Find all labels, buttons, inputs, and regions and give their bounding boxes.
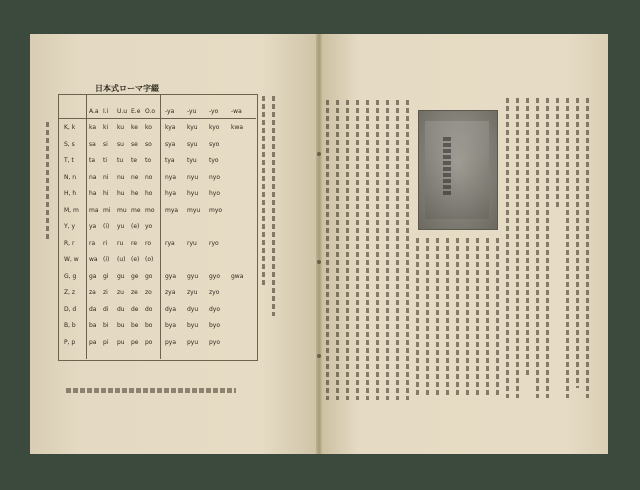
table-cell: he (131, 190, 139, 197)
prose-line (566, 98, 569, 398)
table-cell: ne (131, 173, 139, 181)
table-cell: ni (103, 173, 109, 181)
table-cell: myu (187, 206, 201, 214)
table-row-label: T, t (64, 157, 74, 164)
prose-line (556, 98, 559, 208)
table-cell: ka (89, 124, 97, 131)
prose-line (426, 238, 429, 398)
table-cell: ga (89, 272, 97, 280)
table-cell: byu (187, 322, 199, 329)
side-caption-text (46, 122, 49, 242)
table-cell: ba (89, 322, 97, 329)
table-cell: sa (89, 140, 96, 148)
table-cell: re (131, 239, 138, 247)
table-cell: me (131, 206, 141, 214)
table-cell: ru (117, 239, 124, 247)
prose-line (356, 100, 359, 400)
table-cell: mo (145, 206, 155, 214)
prose-line (576, 98, 579, 388)
table-cell: po (145, 338, 153, 346)
inset-photograph (418, 110, 498, 230)
table-cell: rya (165, 239, 175, 247)
table-cell: se (131, 140, 138, 148)
table-row-label: N, n (64, 173, 77, 181)
table-cell: (e) (131, 223, 140, 230)
table-cell: so (145, 140, 152, 148)
table-cell: ku (117, 124, 125, 131)
table-cell: kya (165, 124, 176, 131)
col-header: -ya (165, 108, 175, 115)
table-cell: syu (187, 140, 198, 148)
prose-line (366, 100, 369, 400)
table-row-label: R, r (64, 239, 75, 247)
table-cell: su (117, 140, 124, 148)
table-cell: zi (103, 289, 108, 296)
table-cell: ko (145, 124, 152, 131)
prose-line (546, 98, 549, 398)
prose-line (506, 98, 509, 398)
table-cell: kwa (231, 124, 244, 131)
binding-stitch (317, 354, 321, 358)
table-cell: mya (165, 206, 179, 214)
prose-line (586, 98, 589, 398)
table-cell: tyu (187, 157, 197, 164)
table-cell: (e) (131, 256, 140, 263)
table-cell: hu (117, 190, 125, 197)
table-cell: ke (131, 124, 138, 131)
table-cell: ryo (209, 239, 219, 247)
table-cell: ro (145, 239, 152, 247)
table-row-label: W, w (64, 256, 79, 263)
table-cell: ryu (187, 239, 197, 247)
table-cell: pa (89, 338, 97, 346)
prose-line (496, 238, 499, 398)
table-cell: bi (103, 322, 109, 329)
table-cell: mu (117, 206, 127, 214)
table-cell: te (131, 157, 138, 164)
prose-line (406, 100, 409, 400)
table-cell: hya (165, 190, 177, 197)
footnote-line (66, 388, 236, 393)
table-row-label: S, s (64, 140, 75, 148)
table-cell: go (145, 272, 153, 280)
table-divider (160, 94, 161, 359)
table-cell: zyo (209, 289, 220, 296)
binding-stitch (317, 152, 321, 156)
table-cell: de (131, 305, 139, 313)
right-page (319, 34, 608, 454)
book-gutter (316, 34, 322, 454)
table-cell: si (103, 140, 108, 148)
table-cell: be (131, 322, 139, 329)
table-cell: gya (165, 272, 177, 280)
table-cell: syo (209, 140, 220, 148)
table-cell: nu (117, 173, 125, 181)
table-cell: (o) (145, 256, 154, 263)
prose-line (396, 100, 399, 400)
table-cell: ha (89, 190, 97, 197)
table-cell: pe (131, 338, 139, 346)
table-cell: da (89, 305, 97, 313)
col-header: U.u (117, 108, 128, 115)
table-cell: ta (89, 157, 96, 164)
table-row-label: G, g (64, 272, 77, 280)
table-row-label: D, d (64, 305, 77, 313)
table-cell: dya (165, 305, 177, 313)
table-cell: yu (117, 223, 125, 230)
romanization-table (58, 94, 258, 361)
table-cell: zu (117, 289, 124, 296)
table-row-label: M, m (64, 206, 79, 214)
prose-line (346, 100, 349, 400)
table-cell: hi (103, 190, 109, 197)
table-cell: pyu (187, 338, 199, 346)
table-cell: zyu (187, 289, 198, 296)
table-row-label: Y, y (64, 223, 76, 230)
prose-line (436, 238, 439, 398)
table-cell: tya (165, 157, 175, 164)
table-header-row (58, 104, 256, 119)
table-cell: bu (117, 322, 125, 329)
table-cell: pyo (209, 338, 221, 346)
table-cell: (i) (103, 256, 110, 263)
binding-stitch (317, 260, 321, 264)
table-row-label: P, p (64, 338, 76, 346)
table-cell: (u) (117, 256, 126, 263)
prose-line (456, 238, 459, 398)
prose-line (486, 238, 489, 398)
table-cell: di (103, 305, 109, 313)
col-header: A.a (89, 108, 99, 115)
table-cell: kyo (209, 124, 220, 131)
prose-line (272, 96, 275, 316)
prose-line (386, 100, 389, 400)
table-cell: do (145, 305, 153, 313)
table-cell: za (89, 289, 96, 296)
col-header: I.i (103, 108, 109, 115)
table-cell: (i) (103, 223, 110, 230)
table-cell: zo (145, 289, 152, 296)
table-cell: nyo (209, 173, 221, 181)
table-cell: nya (165, 173, 177, 181)
table-row-label: B, b (64, 322, 76, 329)
photo-surface (425, 121, 489, 219)
col-header: -yo (209, 108, 219, 115)
table-cell: ma (89, 206, 99, 214)
table-cell: myo (209, 206, 223, 214)
table-cell: gyo (209, 272, 221, 280)
table-cell: du (117, 305, 125, 313)
prose-line (536, 98, 539, 398)
table-cell: na (89, 173, 97, 181)
prose-line (476, 238, 479, 398)
table-cell: ti (103, 157, 108, 164)
table-cell: ri (103, 239, 108, 247)
table-cell: wa (89, 256, 98, 263)
table-row-label: K, k (64, 124, 76, 131)
prose-line (262, 96, 265, 286)
table-cell: ya (89, 223, 97, 230)
photo-caption (443, 137, 451, 197)
table-cell: tyo (209, 157, 219, 164)
table-cell: tu (117, 157, 124, 164)
table-cell: mi (103, 206, 111, 214)
table-cell: ho (145, 190, 153, 197)
table-cell: bya (165, 322, 177, 329)
prose-line (526, 98, 529, 378)
table-row-label: Z, z (64, 289, 76, 296)
table-cell: nyu (187, 173, 199, 181)
table-cell: dyo (209, 305, 221, 313)
col-header: O.o (145, 108, 156, 115)
table-cell: hyu (187, 190, 199, 197)
prose-line (326, 100, 329, 400)
table-cell: bo (145, 322, 153, 329)
table-cell: gi (103, 272, 109, 280)
prose-line (516, 98, 519, 398)
table-cell: to (145, 157, 152, 164)
table-cell: ge (131, 272, 139, 280)
col-header: E.e (131, 108, 141, 115)
table-title: 日本式ローマ字綴 (95, 84, 159, 93)
table-cell: hyo (209, 190, 221, 197)
table-cell: pi (103, 338, 109, 346)
prose-line (336, 100, 339, 400)
table-cell: byo (209, 322, 221, 329)
prose-line (376, 100, 379, 400)
table-cell: no (145, 173, 153, 181)
table-cell: gyu (187, 272, 199, 280)
table-cell: sya (165, 140, 176, 148)
table-cell: pu (117, 338, 125, 346)
table-cell: pya (165, 338, 177, 346)
table-cell: kyu (187, 124, 198, 131)
table-row-label: H, h (64, 190, 77, 197)
table-cell: ra (89, 239, 96, 247)
table-divider (86, 94, 87, 359)
col-header: -yu (187, 108, 197, 115)
table-cell: gwa (231, 272, 244, 280)
table-cell: yo (145, 223, 153, 230)
table-cell: gu (117, 272, 125, 280)
prose-line (416, 238, 419, 398)
table-cell: ki (103, 124, 109, 131)
prose-line (446, 238, 449, 398)
prose-line (466, 238, 469, 398)
table-cell: dyu (187, 305, 199, 313)
col-header: -wa (231, 108, 242, 115)
table-cell: zya (165, 289, 176, 296)
table-cell: ze (131, 289, 138, 296)
